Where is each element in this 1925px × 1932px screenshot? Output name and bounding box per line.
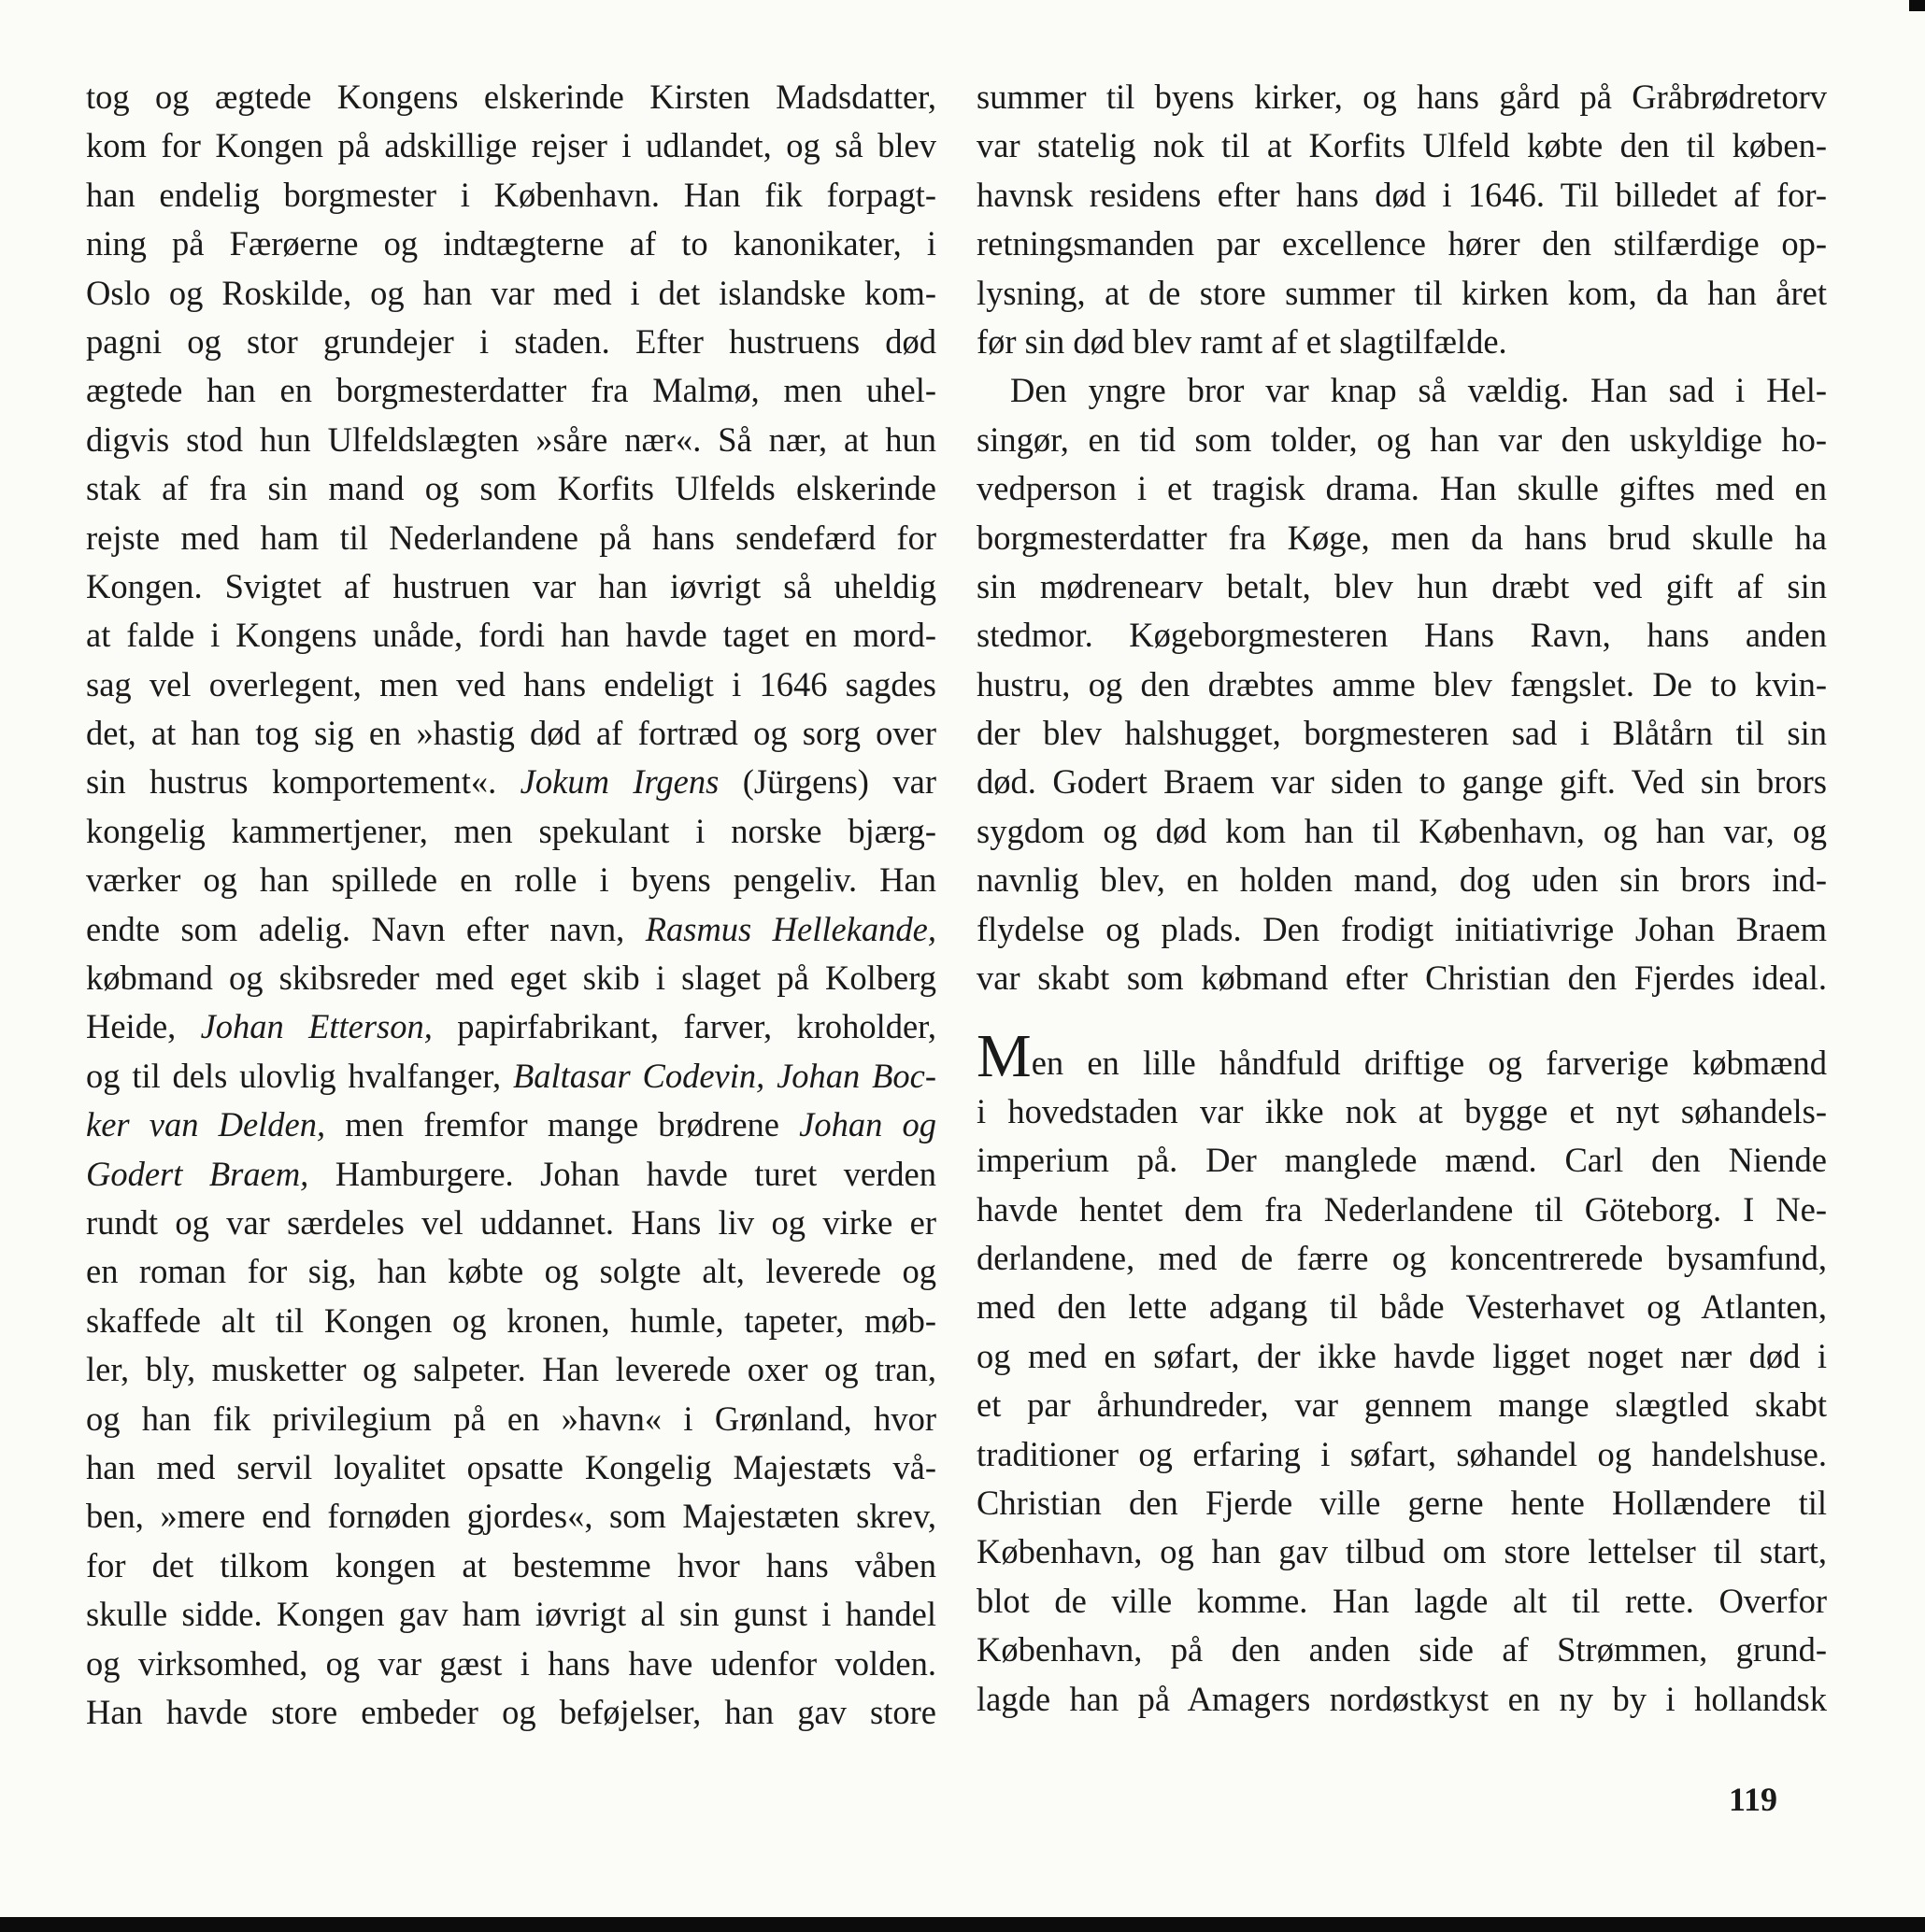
text-line: pagni og stor grundejer i staden. Efter hustruens død (86, 321, 936, 361)
text-line: hustru, og den dræbtes amme blev fængslet. De to kvin- (977, 664, 1827, 703)
text-line: en roman for sig, han købte og solgte alt, leverede og (86, 1252, 936, 1291)
text-line: sag vel overlegent, men ved hans endeligt i 1646 sagdes (86, 664, 936, 703)
text-line: ler, bly, musketter og salpeter. Han leverede oxer og tran, (86, 1350, 936, 1389)
text-line: skulle sidde. Kongen gav ham iøvrigt al sin gunst i handel (86, 1595, 936, 1634)
text-line: vedperson i et tragisk drama. Han skulle giftes med en (977, 469, 1827, 508)
text-line: stedmor. Køgeborgmesteren Hans Ravn, hans anden (977, 616, 1827, 655)
text-line: navnlig blev, en holden mand, dog uden sin brors ind- (977, 860, 1827, 900)
text-line: retningsmanden par excellence hører den stilfærdige op- (977, 224, 1827, 263)
italic-name: ker van Delden, (86, 1105, 326, 1144)
paragraph-3 (977, 1022, 1827, 1723)
italic-name: Johan og (799, 1105, 936, 1144)
text-line: var skabt som købmand efter Christian den Fjerdes ideal. (977, 959, 1827, 998)
text-line: singør, en tid som tolder, og han var den uskyldige ho- (977, 419, 1827, 459)
text-line: et par århundreder, var gennem mange slægtled skabt (977, 1385, 1827, 1425)
text-line: tog og ægtede Kongens elskerinde Kirsten Madsdatter, (86, 78, 936, 116)
text-line: før sin død blev ramt af et slagtilfælde. (977, 321, 1507, 361)
text-line: værker og han spillede en rolle i byens pengeliv. Han (86, 860, 936, 900)
italic-name: Johan Etterson, (200, 1007, 433, 1046)
text-line: traditioner og erfaring i søfart, søhandel og handelshuse. (977, 1434, 1827, 1473)
text-line: ben, »mere end fornøden gjordes«, som Majestæten skrev, (86, 1497, 936, 1536)
text-line: rundt og var særdeles vel uddannet. Hans liv og virke er (86, 1202, 936, 1242)
text-line: købmand og skibsreder med eget skib i slaget på Kolberg (86, 959, 936, 998)
scan-edge-mark (1909, 0, 1925, 11)
text-line: med den lette adgang til både Vesterhavet og Atlanten, (977, 1287, 1827, 1327)
left-column (86, 73, 936, 1737)
text-line: og med en søfart, der ikke havde ligget noget nær død i (977, 1336, 1827, 1375)
text-line: i hovedstaden var ikke nok at bygge et nyt søhandels- (977, 1091, 1827, 1130)
text-line: der blev halshugget, borgmesteren sad i Blåtårn til sin (977, 714, 1827, 753)
text-line: Heide, Johan Etterson, papirfabrikant, farver, kroholder, (86, 1007, 936, 1046)
text-line: København, og han gav tilbud om store lettelser til start, (977, 1532, 1827, 1571)
text-line: at falde i Kongens unåde, fordi han havde taget en mord- (86, 616, 936, 655)
text-line: lagde han på Amagers nordøstkyst en ny by i hollandsk (977, 1679, 1827, 1718)
text-line: og virksomhed, og var gæst i hans have udenfor volden. (86, 1643, 936, 1683)
text-line: Christian den Fjerde ville gerne hente Hollændere til (977, 1483, 1827, 1522)
italic-name: Jokum Irgens (520, 762, 720, 802)
text-line: imperium på. Der manglede mænd. Carl den Niende (977, 1141, 1827, 1180)
text-line: ning på Færøerne og indtægterne af to kanonikater, i (86, 224, 936, 263)
text-line: derlandene, med de færre og koncentrerede bysamfund, (977, 1238, 1827, 1277)
text-line: blot de ville komme. Han lagde alt til rette. Overfor (977, 1581, 1827, 1620)
paragraph-2 (977, 366, 1827, 1002)
text-line: sin hustrus komportement«. Jokum Irgens (Jürgens) var (86, 762, 936, 802)
text-line: Han havde store embeder og beføjelser, han gav store (86, 1692, 936, 1731)
text-line: ægtede han en borgmesterdatter fra Malmø, men uhel- (86, 371, 936, 410)
text-line: flydelse og plads. Den frodigt initiativrige Johan Braem (977, 909, 1827, 948)
bottom-edge (0, 1917, 1925, 1932)
italic-name: Godert Braem, (86, 1154, 309, 1193)
text-line: sygdom og død kom han til København, og han var, og (977, 811, 1827, 850)
text-line: lysning, at de store summer til kirken kom, da han året (977, 273, 1827, 312)
text-line: for det tilkom kongen at bestemme hvor hans våben (86, 1545, 936, 1584)
text-line: havde hentet dem fra Nederlandene til Göteborg. I Ne- (977, 1189, 1827, 1229)
text-line: han endelig borgmester i København. Han fik forpagt- (86, 175, 936, 214)
text-line: og til dels ulovlig hvalfanger, Baltasar Codevin, Johan Boc- (86, 1056, 937, 1095)
text-line: endte som adelig. Navn efter navn, Rasmus Hellekande, (86, 909, 936, 948)
text-line: kongelig kammertjener, men spekulant i norske bjærg- (86, 811, 936, 850)
text-line: havnsk residens efter hans død i 1646. Til billedet af for- (977, 175, 1827, 214)
text-line: kom for Kongen på adskillige rejser i udlandet, og så blev (86, 126, 936, 165)
text-line: og han fik privilegium på en »havn« i Grønland, hvor (86, 1399, 936, 1438)
text-line: Men en lille håndfuld driftige og farverige købmænd (977, 1022, 1827, 1091)
text-line: var statelig nok til at Korfits Ulfeld købte den til køben- (977, 126, 1827, 165)
text-line: ker van Delden, men fremfor mange brødrene Johan og (86, 1105, 936, 1144)
text-line: rejste med ham til Nederlandene på hans sendefærd for (86, 518, 936, 557)
text-line: død. Godert Braem var siden to gange gift. Ved sin brors (977, 762, 1827, 802)
page-number: 119 (1729, 1781, 1778, 1818)
text-line: Oslo og Roskilde, og han var med i det islandske kom- (86, 273, 936, 312)
text-line: digvis stod hun Ulfeldslægten »såre nær«. Så nær, at hun (86, 419, 936, 459)
drop-cap: M (977, 1022, 1032, 1091)
text-line: Kongen. Svigtet af hustruen var han iøvrigt så uheldig (86, 566, 936, 605)
text-line: stak af fra sin mand og som Korfits Ulfelds elskerinde (86, 469, 936, 508)
italic-name: Baltasar Codevin, Johan Boc- (512, 1056, 937, 1095)
text-line: skaffede alt til Kongen og kronen, humle, tapeter, møb- (86, 1300, 936, 1340)
text-line: han med servil loyalitet opsatte Kongelig Majestæts vå- (86, 1447, 936, 1486)
text-line: summer til byens kirker, og hans gård på Gråbrødretorv (977, 78, 1827, 116)
section-gap (977, 1002, 1827, 1038)
text-line: København, på den anden side af Strømmen, grund- (977, 1630, 1827, 1669)
right-column (977, 73, 1827, 1724)
text-line: borgmesterdatter fra Køge, men da hans brud skulle ha (977, 518, 1827, 557)
text-line: sin mødrenearv betalt, blev hun dræbt ved gift af sin (977, 566, 1827, 605)
text-line: Godert Braem, Hamburgere. Johan havde turet verden (86, 1154, 937, 1193)
paragraph-1 (977, 73, 1827, 366)
text-line: Den yngre bror var knap så vældig. Han sad i Hel- (1010, 371, 1827, 410)
italic-name: Rasmus Hellekande, (645, 909, 936, 948)
text-line: det, at han tog sig en »hastig død af fortræd og sorg over (86, 714, 936, 753)
